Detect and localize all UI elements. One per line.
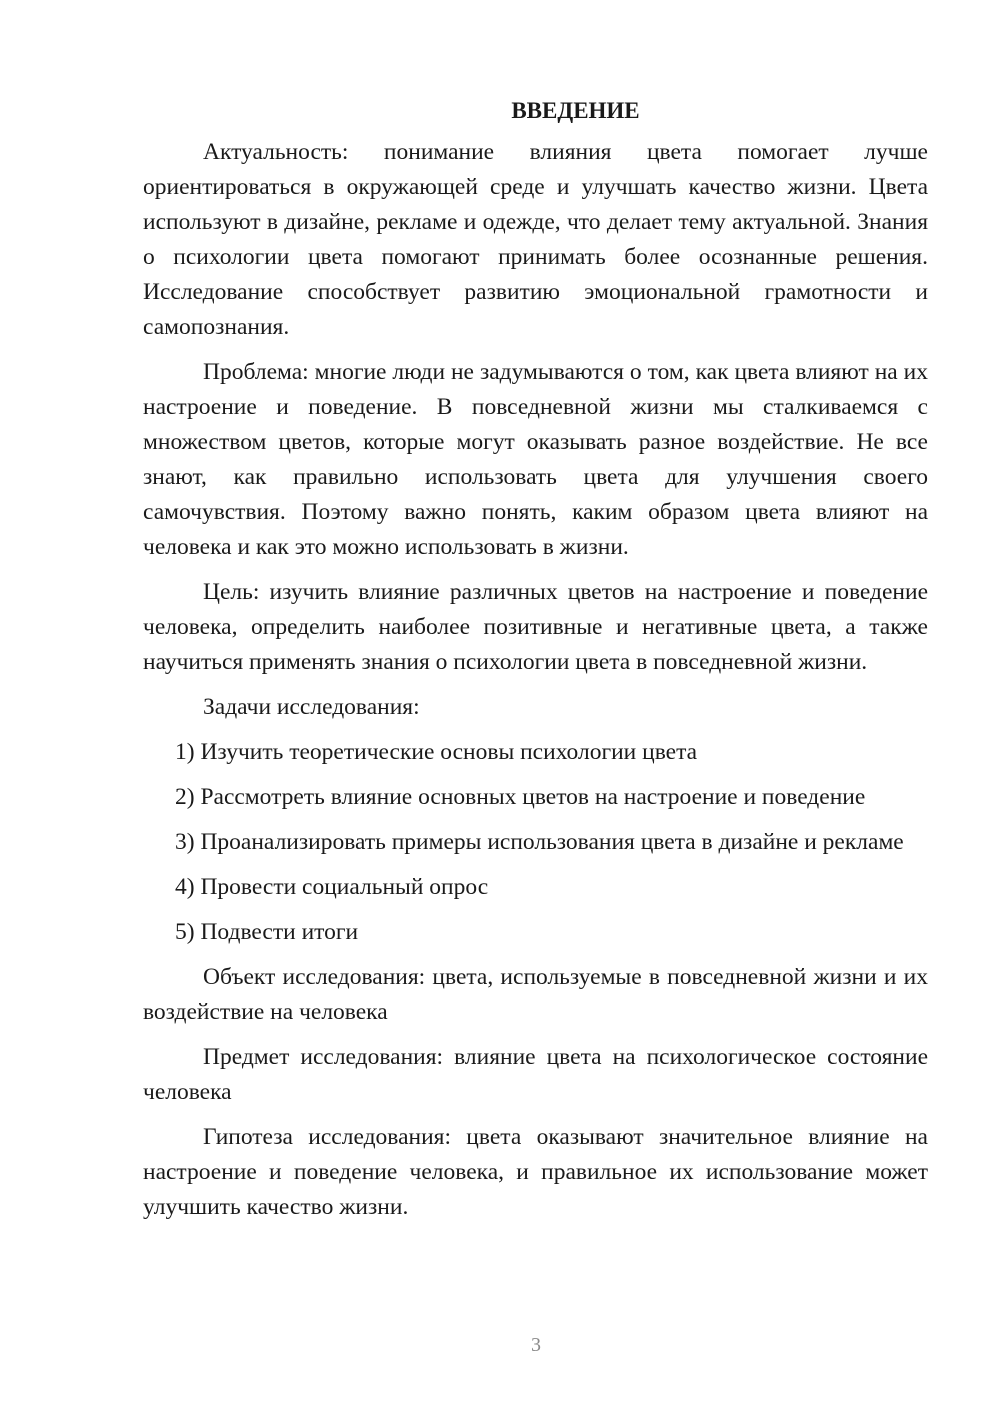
document-body	[143, 93, 928, 1235]
page-title: ВВЕДЕНИЕ	[511, 98, 640, 123]
relevance-paragraph: Актуальность: понимание влияния цвета помогает лучше ориентироваться в окружающей среде и улучшать качество жизни. Цвета используют в дизайне, рекламе и одежде, что делает тему актуальной. Знания о психологии цвета помогают принимать более осознанные решения. Исследование способствует развитию эмоциональной грамотности и самопознания.	[143, 139, 928, 340]
task-item: 5) Подвести итоги	[175, 919, 359, 945]
subject-paragraph: Предмет исследования: влияние цвета на психологическое состояние человека	[143, 1044, 928, 1105]
task-item: 4) Провести социальный опрос	[175, 874, 489, 900]
tasks-heading: Задачи исследования:	[203, 694, 420, 720]
task-item: 2) Рассмотреть влияние основных цветов на настроение и поведение	[175, 784, 866, 810]
goal-paragraph: Цель: изучить влияние различных цветов на настроение и поведение человека, определить наиболее позитивные и негативные цвета, а также научиться применять знания о психологии цвета в повседневной жизни.	[143, 579, 928, 675]
problem-paragraph: Проблема: многие люди не задумываются о том, как цвета влияют на их настроение и поведение. В повседневной жизни мы сталкиваемся с множеством цветов, которые могут оказывать разное воздействие. Не все знают, как правильно использовать цвета для улучшения своего самочувствия. Поэтому важно понять, каким образом цвета влияют на человека и как это можно использовать в жизни.	[143, 359, 928, 560]
task-item: 3) Проанализировать примеры использования цвета в дизайне и рекламе	[175, 829, 904, 855]
object-paragraph: Объект исследования: цвета, используемые в повседневной жизни и их воздействие на человека	[143, 964, 928, 1025]
task-item: 1) Изучить теоретические основы психологии цвета	[175, 739, 698, 765]
hypothesis-paragraph: Гипотеза исследования: цвета оказывают значительное влияние на настроение и поведение человека, и правильное их использование может улучшить качество жизни.	[143, 1124, 928, 1220]
page-number: 3	[531, 1334, 541, 1356]
